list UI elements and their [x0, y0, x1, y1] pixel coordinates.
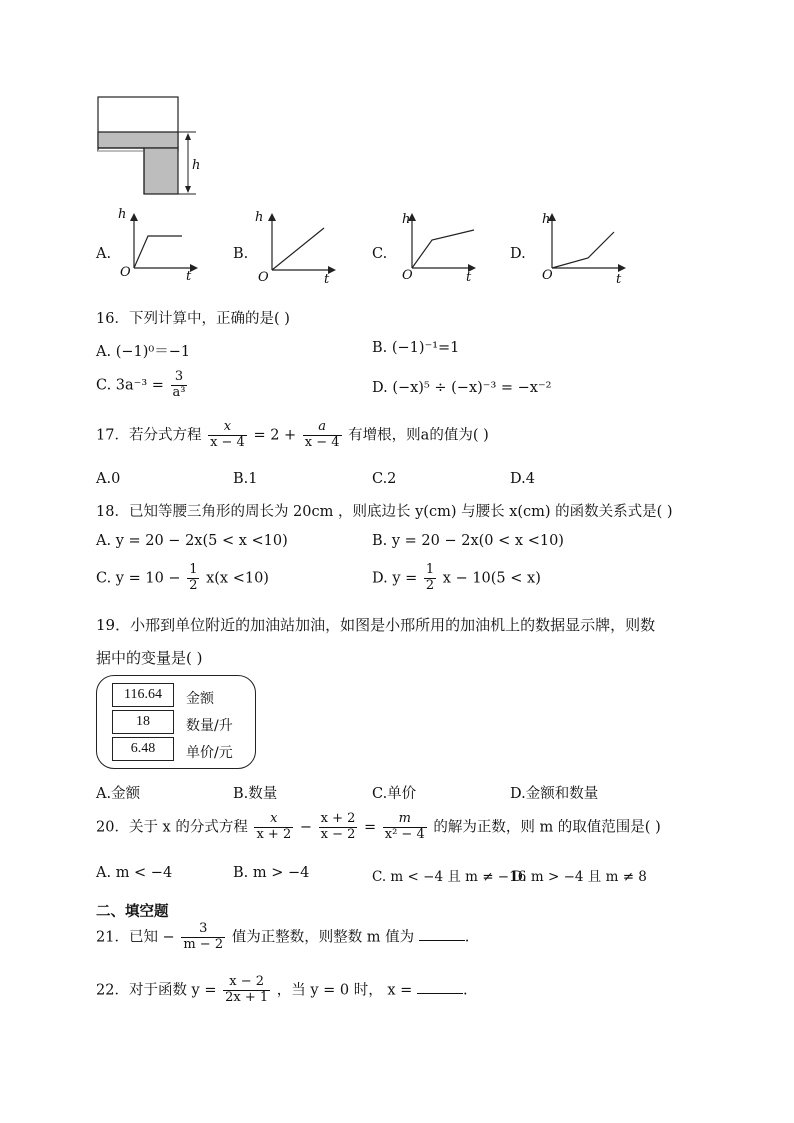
q17-option-c: C.2: [372, 471, 397, 487]
graph-b-option: B.: [233, 246, 249, 262]
fraction-denominator: x − 4: [210, 434, 245, 450]
graph-c-option: C.: [372, 246, 388, 262]
graph-b-y-label: h: [255, 210, 264, 225]
q22-end: .: [462, 982, 468, 999]
graph-a-y-label: h: [118, 207, 127, 222]
graph-d-option: D.: [510, 246, 526, 262]
q16-option-b: B. (−1)⁻¹=1: [372, 340, 460, 356]
fraction-denominator: 2: [425, 577, 435, 593]
q19-option-d: D.金额和数量: [510, 786, 599, 802]
display-amount-label: 金额: [186, 691, 214, 707]
q18-stem: 18．已知等腰三角形的周长为 20cm ，则底边长 y(cm) 与腰长 x(cm) 的函数关系式是( ): [96, 504, 673, 520]
q21-answer-blank[interactable]: [419, 926, 465, 941]
graph-c-x-label: t: [466, 270, 472, 285]
fraction-numerator: x − 2: [223, 975, 270, 991]
q18-option-c: [96, 563, 269, 594]
graph-a-origin: O: [120, 265, 131, 280]
display-amount-value: 116.64: [112, 683, 174, 707]
graph-c-origin: O: [402, 268, 413, 283]
fraction-numerator: 1: [189, 562, 198, 577]
q20-minus: −: [299, 819, 312, 836]
fraction-numerator: a: [303, 420, 342, 436]
q18-option-c-fraction: [187, 563, 199, 594]
fraction-denominator: 2x + 1: [225, 989, 269, 1005]
graph-a-option: A.: [96, 246, 112, 262]
q22-answer-blank[interactable]: [417, 979, 463, 994]
q17-stem-post: 有增根，则a的值为( ): [348, 427, 489, 444]
graph-d-y-label: h: [542, 212, 551, 227]
fraction-denominator: m − 2: [183, 936, 224, 952]
q20-stem-post: 的解为正数，则 m 的取值范围是( ): [433, 819, 661, 836]
fraction-numerator: 3: [181, 922, 225, 938]
q18-option-c-post: x(x <10): [206, 570, 269, 587]
fraction-numerator: x: [208, 420, 247, 436]
q22-stem: [96, 975, 468, 1006]
q20-option-b: B. m > −4: [233, 865, 310, 881]
graph-b-x-label: t: [324, 272, 330, 287]
q16-option-c-fraction: [171, 370, 188, 401]
section-title: 二、填空题: [96, 904, 169, 920]
graph-d-origin: O: [542, 268, 553, 283]
q19-option-b: B.数量: [233, 786, 278, 802]
q17-fraction-2: [303, 420, 342, 451]
fraction-denominator: x − 2: [320, 826, 356, 842]
q21-stem-pre: 21．已知 −: [96, 929, 175, 946]
q18-option-a: A. y = 20 − 2x(5 < x <10): [96, 533, 288, 549]
graph-c-y-label: h: [402, 212, 411, 227]
fraction-denominator: 2: [189, 577, 198, 593]
fraction-numerator: 1: [425, 562, 435, 577]
q17-stem: [96, 420, 489, 451]
graph-a-x-label: t: [186, 269, 192, 284]
q18-option-d-pre: D. y =: [372, 570, 418, 587]
q22-fraction: [223, 975, 270, 1006]
q20-option-d: D. m > −4 且 m ≠ 8: [512, 869, 647, 885]
q17-option-d: D.4: [510, 471, 535, 487]
q17-stem-pre: 17．若分式方程: [96, 427, 202, 444]
display-price-value: 6.48: [112, 737, 174, 761]
fraction-numerator: m: [383, 812, 427, 828]
height-label: h: [192, 158, 201, 173]
fraction-denominator: x − 4: [304, 434, 340, 450]
q20-fraction-2: [319, 812, 358, 843]
display-price-label: 单价/元: [186, 745, 233, 761]
q22-stem-pre: 22．对于函数 y =: [96, 982, 217, 999]
graph-b-origin: O: [258, 270, 269, 285]
q22-stem-post: ，当 y = 0 时， x =: [276, 982, 413, 999]
q20-option-a: A. m < −4: [96, 865, 173, 881]
q20-stem-pre: 20．关于 x 的分式方程: [96, 819, 248, 836]
q17-stem-mid: = 2 +: [253, 427, 297, 444]
q21-stem-post: 值为正整数，则整数 m 值为: [231, 929, 415, 946]
q18-option-b: B. y = 20 − 2x(0 < x <10): [372, 533, 564, 549]
fraction-numerator: x: [254, 812, 293, 828]
fraction-denominator: x² − 4: [384, 826, 425, 842]
q18-option-c-pre: C. y = 10 −: [96, 570, 181, 587]
q16-option-a: A. (−1)⁰＝−1: [96, 344, 191, 360]
q20-fraction-1: [254, 812, 293, 843]
fraction-numerator: x + 2: [320, 811, 356, 826]
graph-d-x-label: t: [616, 272, 622, 287]
display-quantity-value: 18: [112, 710, 174, 734]
q20-option-c: C. m < −4 且 m ≠ −16: [372, 869, 527, 885]
q20-stem: [96, 812, 661, 843]
q17-option-a: A.0: [96, 471, 121, 487]
fraction-denominator: x + 2: [256, 826, 292, 842]
q17-fraction-1: [208, 420, 247, 451]
q16-option-c-text: C. 3a⁻³ =: [96, 377, 164, 394]
q18-option-d: [372, 563, 541, 594]
q21-fraction: [181, 922, 225, 953]
container-figure: [92, 92, 222, 202]
q21-end: .: [464, 929, 470, 946]
q20-fraction-3: [383, 812, 427, 843]
fraction-numerator: 3: [171, 370, 188, 386]
q16-stem: 16．下列计算中，正确的是( ): [96, 311, 290, 327]
q17-option-b: B.1: [233, 471, 258, 487]
q18-option-d-fraction: [424, 563, 436, 594]
q19-stem-line-2: 据中的变量是( ): [96, 649, 203, 667]
q19-option-a: A.金额: [96, 786, 141, 802]
q19-stem-line-1: 19．小邢到单位附近的加油站加油，如图是小邢所用的加油机上的数据显示牌，则数: [96, 616, 656, 634]
fraction-denominator: a³: [172, 384, 186, 400]
display-quantity-label: 数量/升: [186, 718, 233, 734]
q16-option-d: D. (−x)⁵ ÷ (−x)⁻³ = −x⁻²: [372, 380, 552, 396]
q20-equals: =: [363, 819, 377, 836]
q16-option-c: [96, 370, 189, 401]
q18-option-d-post: x − 10(5 < x): [442, 570, 541, 587]
q19-option-c: C.单价: [372, 786, 417, 802]
q21-stem: [96, 922, 469, 953]
